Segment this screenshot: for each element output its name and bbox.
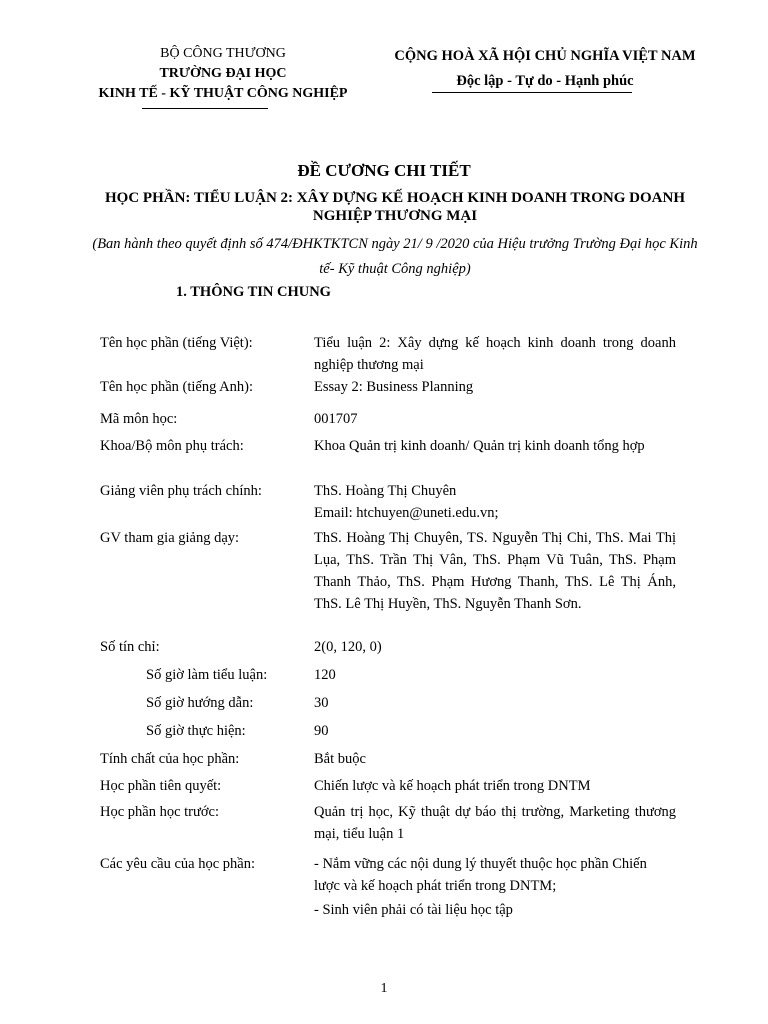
info-value: 90 bbox=[314, 723, 329, 739]
info-value: Chiến lược và kế hoạch phát triển trong DNTM bbox=[314, 778, 591, 794]
school-name-line2: KINH TẾ - KỸ THUẬT CÔNG NGHIỆP bbox=[98, 86, 348, 101]
section-heading-general-info: 1. THÔNG TIN CHUNG bbox=[176, 284, 331, 300]
info-value bbox=[314, 853, 676, 921]
issuer-underline bbox=[142, 108, 268, 109]
motto-underline bbox=[432, 92, 632, 93]
info-label: Khoa/Bộ môn phụ trách: bbox=[100, 438, 244, 454]
info-label: Tên học phần (tiếng Việt): bbox=[100, 335, 253, 351]
school-name-line1: TRƯỜNG ĐẠI HỌC bbox=[159, 66, 287, 81]
info-value: 2(0, 120, 0) bbox=[314, 639, 382, 655]
requirement-item: - Sinh viên phải có tài liệu học tập bbox=[314, 902, 513, 918]
info-value: Khoa Quản trị kinh doanh/ Quản trị kinh doanh tổng hợp bbox=[314, 438, 645, 454]
info-value: 30 bbox=[314, 695, 329, 711]
info-label: Số giờ làm tiểu luận: bbox=[146, 667, 268, 683]
national-motto: Độc lập - Tự do - Hạnh phúc bbox=[456, 73, 634, 89]
info-value: Quản trị học, Kỹ thuật dự báo thị trường, Marketing thương mại, tiểu luận 1 bbox=[314, 804, 676, 842]
info-value: 001707 bbox=[314, 411, 358, 427]
info-label: Giảng viên phụ trách chính: bbox=[100, 483, 262, 499]
lecturer-name: ThS. Hoàng Thị Chuyên bbox=[314, 483, 457, 499]
info-value: Tiểu luận 2: Xây dựng kế hoạch kinh doanh trong doanh nghiệp thương mại bbox=[314, 335, 676, 373]
info-label: Số tín chỉ: bbox=[100, 639, 160, 655]
info-value: Bắt buộc bbox=[314, 751, 366, 767]
info-label: Số giờ hướng dẫn: bbox=[146, 695, 254, 711]
republic-name: CỘNG HOÀ XÃ HỘI CHỦ NGHĨA VIỆT NAM bbox=[394, 48, 696, 64]
info-label: Mã môn học: bbox=[100, 411, 178, 427]
national-header bbox=[370, 44, 720, 94]
requirement-item: - Nắm vững các nội dung lý thuyết thuộc học phần Chiến lược và kế hoạch phát triển trong DNTM; bbox=[314, 856, 647, 894]
info-label: Tên học phần (tiếng Anh): bbox=[100, 379, 254, 395]
info-label: Các yêu cầu của học phần: bbox=[100, 856, 255, 872]
info-value: Essay 2: Business Planning bbox=[314, 379, 474, 395]
issuer-header bbox=[78, 44, 368, 104]
info-label: Tính chất của học phần: bbox=[100, 751, 240, 767]
page-number: 1 bbox=[380, 981, 388, 996]
info-label: Học phần học trước: bbox=[100, 804, 220, 820]
info-label: Học phần tiên quyết: bbox=[100, 778, 222, 794]
info-value: ThS. Hoàng Thị Chuyên, TS. Nguyễn Thị Chi, ThS. Mai Thị Lụa, ThS. Trần Thị Vân, ThS. Phạm Vũ Tuân, ThS. Phạm Thanh Thảo, ThS. Phạm Hương Thanh, ThS. Lê Thị Ánh, ThS. Lê Thị Huyền, ThS. Nguyễn Thanh Sơn. bbox=[314, 530, 676, 612]
ministry-name: BỘ CÔNG THƯƠNG bbox=[160, 46, 286, 61]
document-title: ĐỀ CƯƠNG CHI TIẾT bbox=[297, 161, 471, 180]
info-value: 120 bbox=[314, 667, 336, 683]
info-label: GV tham gia giảng dạy: bbox=[100, 530, 240, 546]
info-value bbox=[314, 480, 676, 524]
course-subtitle: HỌC PHẦN: TIỂU LUẬN 2: XÂY DỰNG KẾ HOẠCH KINH DOANH TRONG DOANH NGHIỆP THƯƠNG MẠI bbox=[104, 190, 686, 224]
lecturer-email: Email: htchuyen@uneti.edu.vn; bbox=[314, 505, 499, 521]
info-label: Số giờ thực hiện: bbox=[146, 723, 246, 739]
issuance-note: (Ban hành theo quyết định số 474/ĐHKTKTCN ngày 21/ 9 /2020 của Hiệu trưởng Trường Đại học Kinh tế- Kỹ thuật Công nghiệp) bbox=[92, 236, 698, 277]
